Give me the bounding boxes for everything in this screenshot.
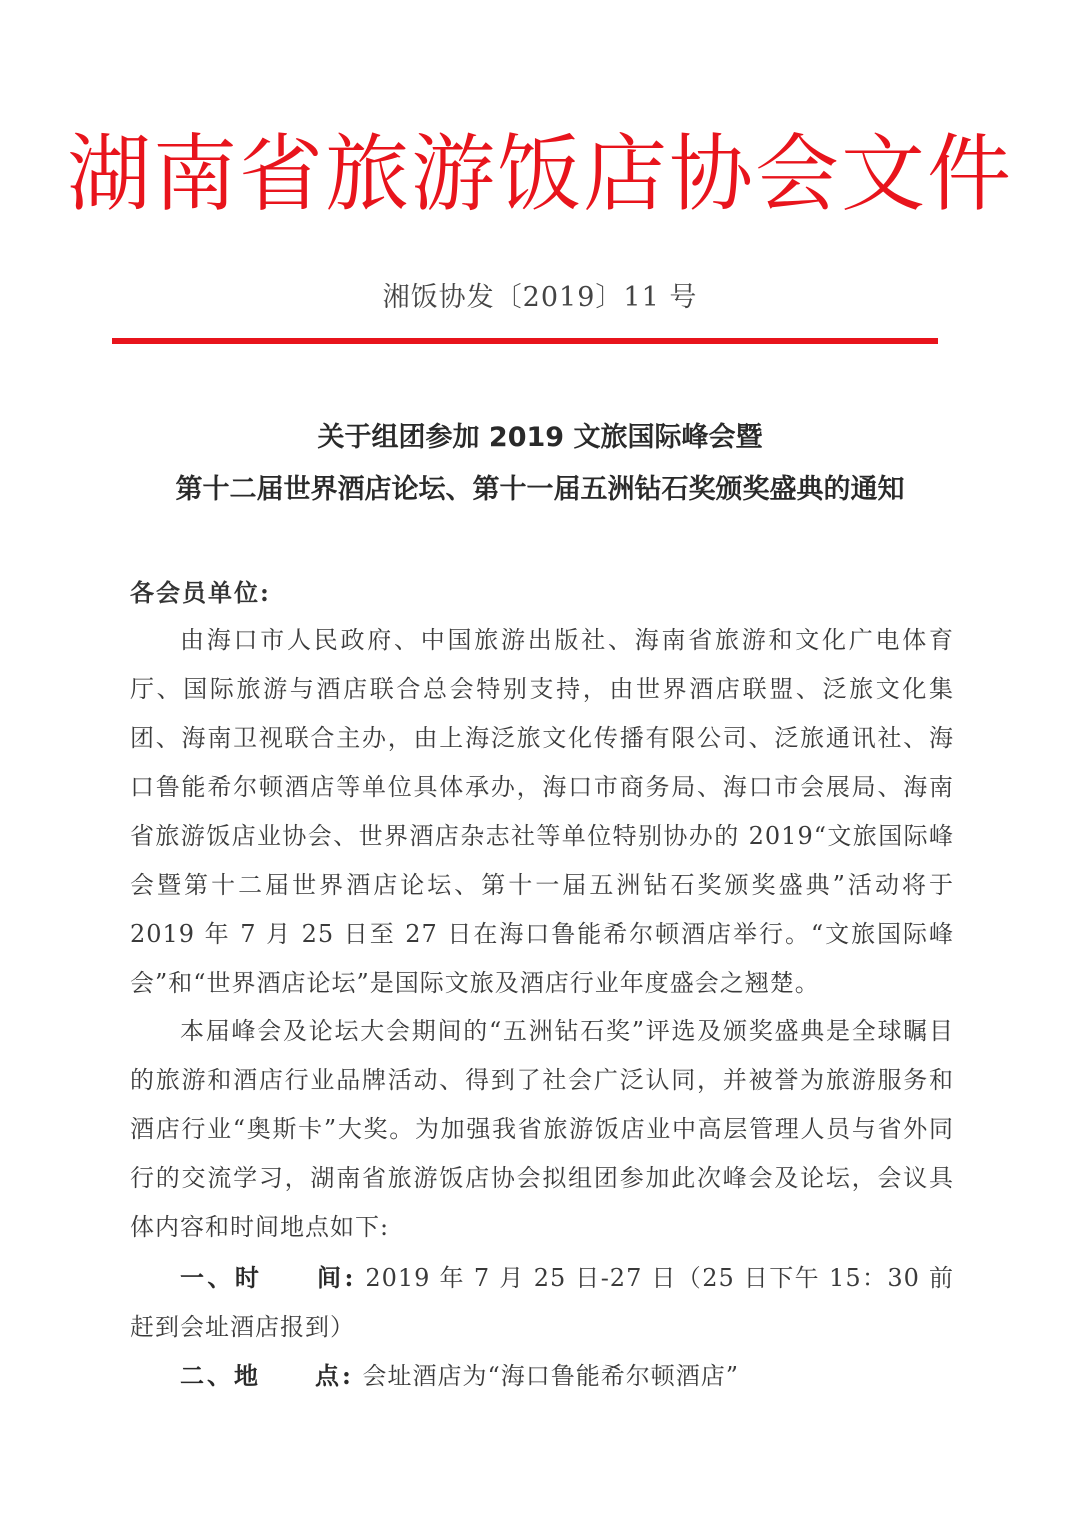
red-divider-line <box>112 338 938 344</box>
document-number: 湘饭协发〔2019〕11 号 <box>382 282 698 313</box>
item-label: 二、地 点: <box>180 1361 354 1390</box>
item-text: 会址酒店为“海口鲁能希尔顿酒店” <box>353 1362 740 1390</box>
notice-title-line-1: 关于组团参加 2019 文旅国际峰会暨 <box>317 422 763 453</box>
schedule-item-time <box>130 1253 954 1352</box>
salutation: 各会员单位: <box>130 578 271 607</box>
item-label: 一、时 间: <box>180 1263 357 1292</box>
org-masthead-title: 湖南省旅游饭店协会文件 <box>66 125 1013 223</box>
item-text: 2019 年 7 月 25 日-27 日（25 日下午 15：30 前赶到会址酒店报到） <box>130 1264 954 1341</box>
body-paragraph-1: 由海口市人民政府、中国旅游出版社、海南省旅游和文化广电体育厅、国际旅游与酒店联合总会特别支持，由世界酒店联盟、泛旅文化集团、海南卫视联合主办，由上海泛旅文化传播有限公司、泛旅通讯社、海口鲁能希尔顿酒店等单位具体承办，海口市商务局、海口市会展局、海南省旅游饭店业协会、世界酒店杂志社等单位特别协办的 2019“文旅国际峰会暨第十二届世界酒店论坛、第十一届五洲钻石奖颁奖盛典”活动将于 2019 年 7 月 25 日至 27 日在海口鲁能希尔顿酒店举行。“文旅国际峰会”和“世界酒店论坛”是国际文旅及酒店行业年度盛会之翘楚。 <box>130 626 954 997</box>
notice-title-line-2: 第十二届世界酒店论坛、第十一届五洲钻石奖颁奖盛典的通知 <box>175 474 905 505</box>
body-paragraph-2: 本届峰会及论坛大会期间的“五洲钻石奖”评选及颁奖盛典是全球瞩目的旅游和酒店行业品牌活动、得到了社会广泛认同，并被誉为旅游服务和酒店行业“奥斯卡”大奖。为加强我省旅游饭店业中高层管理人员与省外同行的交流学习，湖南省旅游饭店协会拟组团参加此次峰会及论坛，会议具体内容和时间地点如下: <box>130 1017 954 1241</box>
schedule-item-location <box>130 1351 954 1401</box>
